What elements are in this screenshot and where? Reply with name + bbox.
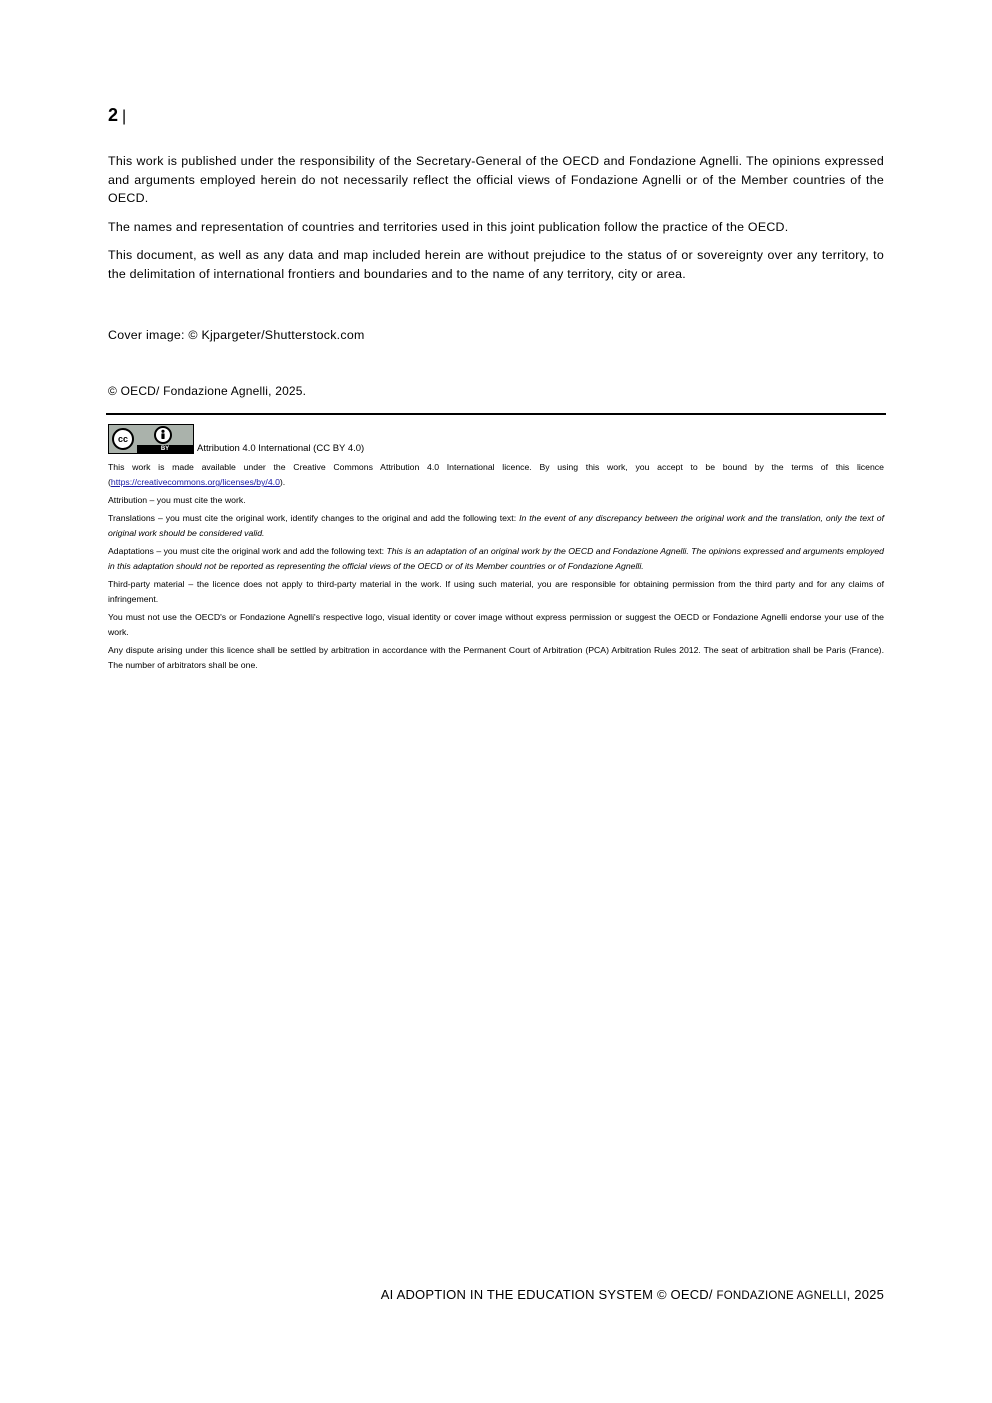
disclaimer-paragraph-territory: This document, as well as any data and map included herein are without prejudice to the status of or sovereignty over any territory, to the delimitation of international frontiers and boundaries and to the name of any territory, city or area. (108, 248, 884, 281)
licence-third-party: Third-party material – the licence does not apply to third-party material in the work. If using such material, you are responsible for obtaining permission from the third party and for any claims of infringement. (108, 579, 884, 604)
footer-title: AI ADOPTION IN THE EDUCATION SYSTEM © OECD/ (380, 1287, 717, 1302)
licence-translations (108, 511, 884, 541)
licence-intro-text: This work is made available under the Creative Commons Attribution 4.0 International licence. By using this work, you accept to be bound by the terms of this licence ( (108, 462, 884, 487)
licence-terms (108, 460, 884, 676)
licence-intro-end: ). (279, 477, 286, 487)
by-label: BY (137, 445, 193, 453)
cc-licence-label: Attribution 4.0 International (CC BY 4.0) (197, 443, 365, 454)
translations-required-text: In the event of any discrepancy between the original work and the translation, only the text of original work should be considered valid. (108, 513, 884, 538)
footer-publisher: FONDAZIONE AGNELLI (716, 1290, 847, 1302)
attribution-person-icon (154, 426, 172, 444)
licence-attribution: Attribution – you must cite the work. (108, 495, 246, 505)
licence-adaptations (108, 544, 884, 574)
page-number (108, 105, 126, 126)
adaptations-required-text: This is an adaptation of an original work by the OECD and Fondazione Agnelli. The opinions expressed and arguments employed in this adaptation should not be reported as representing the official views of the OECD or of its Member countries or of Fondazione Agnelli. (108, 546, 884, 571)
cc-licence-header (108, 422, 364, 454)
horizontal-rule (106, 413, 886, 415)
licence-dispute: Any dispute arising under this licence shall be settled by arbitration in accordance with the Permanent Court of Arbitration (PCA) Arbitration Rules 2012. The seat of arbitration shall be Paris (France). The number of arbitrators shall be one. (108, 645, 884, 670)
disclaimer (108, 152, 884, 293)
copyright-notice: © OECD/ Fondazione Agnelli, 2025. (108, 384, 307, 398)
page-number-separator: | (122, 108, 127, 125)
footer-year: , 2025 (846, 1287, 884, 1302)
licence-link[interactable]: https://creativecommons.org/licenses/by/4.0 (110, 477, 280, 487)
cc-by-badge-icon[interactable] (108, 424, 194, 454)
page-number-value: 2 (108, 105, 119, 125)
licence-logo-use: You must not use the OECD's or Fondazione Agnelli's respective logo, visual identity or cover image without express permission or suggest the OECD or Fondazione Agnelli endorse your use of the work. (108, 612, 884, 637)
disclaimer-paragraph-names: The names and representation of countries and territories used in this joint publication follow the practice of the OECD. (108, 219, 789, 234)
disclaimer-paragraph-responsibility: This work is published under the responsibility of the Secretary-General of the OECD and Fondazione Agnelli. The opinions expressed and arguments employed herein do not necessarily reflect the official views of Fondazione Agnelli or of the Member countries of the OECD. (108, 154, 884, 205)
translations-lead: Translations – you must cite the original work, identify changes to the original and add the following text: (108, 513, 520, 523)
adaptations-lead: Adaptations – you must cite the original work and add the following text: (108, 546, 387, 556)
page-footer (381, 1287, 884, 1302)
cc-icon: cc (112, 428, 134, 450)
cover-image-credit: Cover image: © Kjpargeter/Shutterstock.com (108, 328, 365, 342)
licence-intro (108, 460, 884, 490)
